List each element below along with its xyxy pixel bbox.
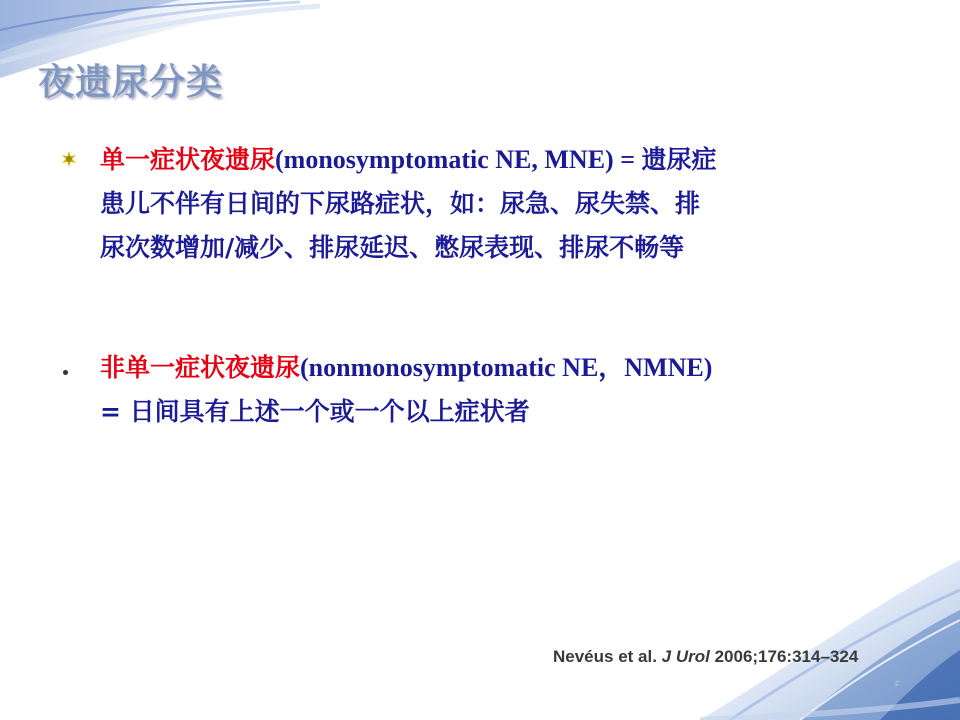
term-english-monosymptomatic: (monosymptomatic NE, MNE) = xyxy=(275,145,642,174)
star-bullet-icon xyxy=(61,151,77,167)
bullet-item-monosymptomatic xyxy=(100,138,900,270)
term-english-nonmonosymptomatic: (nonmonosymptomatic NE，NMNE) xyxy=(300,353,713,382)
citation xyxy=(553,647,858,667)
definition-nonmonosymptomatic: = 日间具有上述一个或一个以上症状者 xyxy=(100,397,530,426)
page-mark: F xyxy=(895,680,900,689)
definition-line-2: 患儿不伴有日间的下尿路症状，如：尿急、尿失禁、排 xyxy=(100,189,701,218)
definition-line-3: 尿次数增加/减少、排尿延迟、憋尿表现、排尿不畅等 xyxy=(100,233,685,262)
term-nonmonosymptomatic: 非单一症状夜遗尿 xyxy=(100,353,301,382)
citation-journal: J Urol xyxy=(661,647,710,666)
term-monosymptomatic: 单一症状夜遗尿 xyxy=(100,145,276,174)
bullet-item-nonmonosymptomatic xyxy=(100,346,930,434)
definition-line-1: 遗尿症 xyxy=(641,145,717,174)
slide-title: 夜遗尿分类 xyxy=(38,62,224,103)
citation-authors: Nevéus et al. xyxy=(553,647,662,666)
dot-bullet-icon xyxy=(63,370,68,375)
citation-details: 2006;176:314–324 xyxy=(709,647,859,666)
